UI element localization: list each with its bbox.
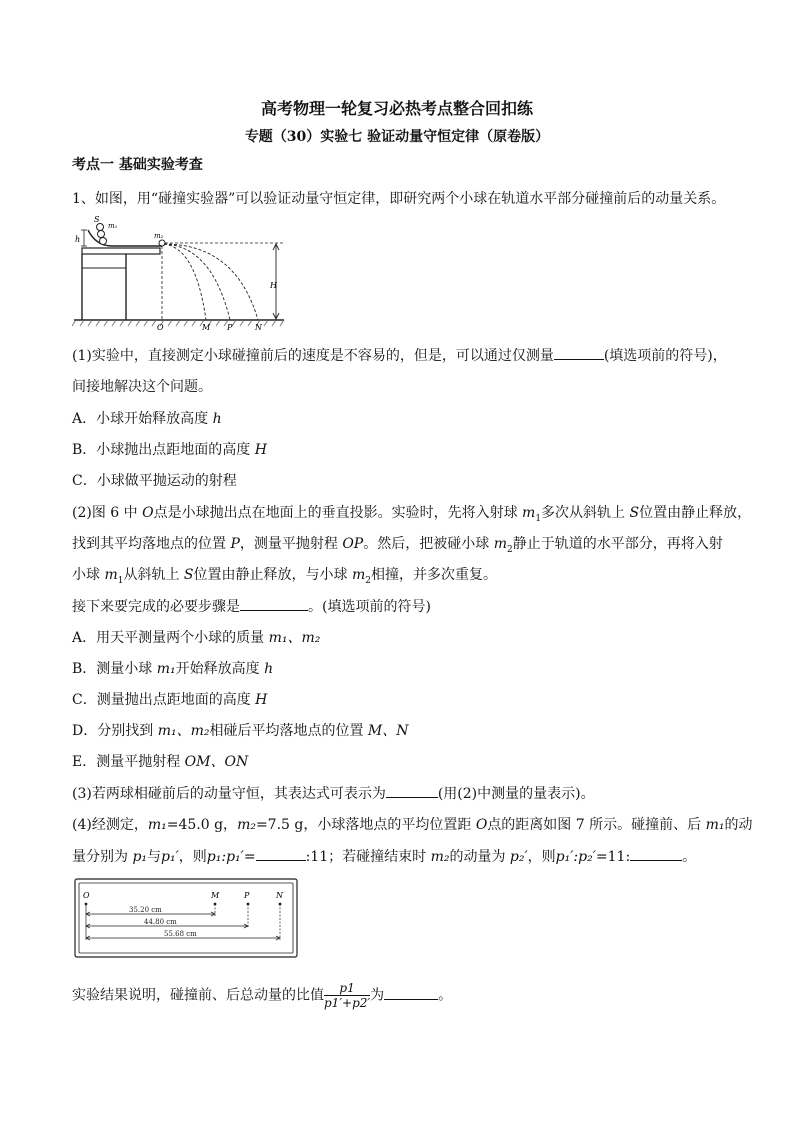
label-P: P	[227, 323, 233, 330]
q3-stem: (3)若两球相碰前后的动量守恒，其表达式可表示为 (用(2)中测量的量表示)。	[72, 783, 595, 803]
distance-OM: 35.20 cm	[129, 906, 162, 914]
answer-blank-conclusion[interactable]	[384, 985, 438, 1000]
distance-figure	[74, 878, 298, 958]
apparatus-figure	[72, 212, 286, 330]
q2-prompt: 接下来要完成的必要步骤是 。(填选项前的符号)	[72, 596, 431, 616]
answer-blank-q3[interactable]	[386, 783, 438, 798]
q2-line-2: 找到其平均落地点的位置 P，测量平抛射程 OP。然后，把被碰小球 $m_2$静止于轨道的水平部分，再将入射	[72, 536, 723, 555]
label-O: O	[157, 323, 164, 330]
momentum-ratio-fraction: $\frac{p1}{p1'+p2'}$	[324, 981, 371, 1010]
q1-option-b: B．小球抛出点距地面的高度 H	[72, 442, 267, 458]
q2-option-b: B．测量小球 m₁开始释放高度 h	[72, 661, 274, 677]
q1-stem-text-b: (填选项前的符号)，	[603, 348, 727, 364]
label-S: S	[94, 215, 100, 224]
q1-stem-text: (1)实验中，直接测定小球碰撞前后的速度是不容易的，但是，可以通过仅测量	[72, 348, 554, 364]
answer-blank-q1[interactable]	[554, 345, 604, 360]
q2-line-1: (2)图 6 中 O点是小球抛出点在地面上的垂直投影。实验时，先将入射球 $m_1$多次从斜轨上 S位置由静止释放，	[72, 505, 752, 524]
point-M: M	[211, 891, 220, 900]
q2-option-a: A．用天平测量两个小球的质量 m₁、m₂	[72, 630, 321, 646]
q1-option-a: A．小球开始释放高度 h	[72, 411, 222, 427]
point-P: P	[244, 891, 250, 900]
label-m2: m₂	[154, 232, 164, 240]
answer-blank-q4a[interactable]	[256, 846, 306, 861]
point-O: O	[83, 891, 90, 900]
section-heading: 考点一 基础实验考查	[72, 157, 203, 173]
q2-option-c: C．测量抛出点距地面的高度 H	[72, 692, 268, 708]
q4-line-2: 量分别为 p₁与p₁′，则p₁:p₁′= :11；若碰撞结束时 m₂的动量为 p₂′，则p₁′:p₂′=11: 。	[72, 846, 696, 866]
label-N: N	[255, 323, 262, 330]
label-h: h	[75, 235, 81, 244]
conclusion-line: 实验结果说明，碰撞前、后总动量的比值 $\frac{p1}{p1'+p2'}$ 为 。	[72, 981, 453, 1010]
q1-option-c: C．小球做平抛运动的射程	[72, 473, 237, 489]
label-H: H	[270, 281, 277, 290]
question-intro: 1、如图，用“碰撞实验器”可以验证动量守恒定律，即研究两个小球在轨道水平部分碰撞前后的动量关系。	[72, 191, 726, 207]
q2-line-3: 小球 $m_1$从斜轨上 S位置由静止释放，与小球 $m_2$相撞，并多次重复。	[72, 567, 497, 586]
distance-ON: 55.68 cm	[164, 930, 197, 938]
q2-option-e: E．测量平抛射程 OM、ON	[72, 754, 249, 770]
label-M: M	[202, 323, 211, 330]
q1-stem	[72, 345, 727, 365]
distance-OP: 44.80 cm	[144, 918, 177, 926]
label-m1: m₁	[108, 222, 118, 230]
answer-blank-q2[interactable]	[240, 596, 308, 611]
page-title: 高考物理一轮复习必热考点整合回扣练	[260, 99, 533, 118]
q4-line-1: (4)经测定，m₁=45.0 g，m₂=7.5 g，小球落地点的平均位置距 O点的距离如图 7 所示。碰撞前、后 m₁的动	[72, 817, 753, 833]
point-N: N	[276, 891, 283, 900]
page-subtitle: 专题（30）实验七 验证动量守恒定律（原卷版）	[244, 129, 550, 145]
q1-stem-cont: 间接地解决这个问题。	[72, 379, 212, 395]
answer-blank-q4b[interactable]	[630, 846, 682, 861]
q2-option-d: D．分别找到 m₁、m₂相碰后平均落地点的位置 M、N	[72, 723, 409, 739]
